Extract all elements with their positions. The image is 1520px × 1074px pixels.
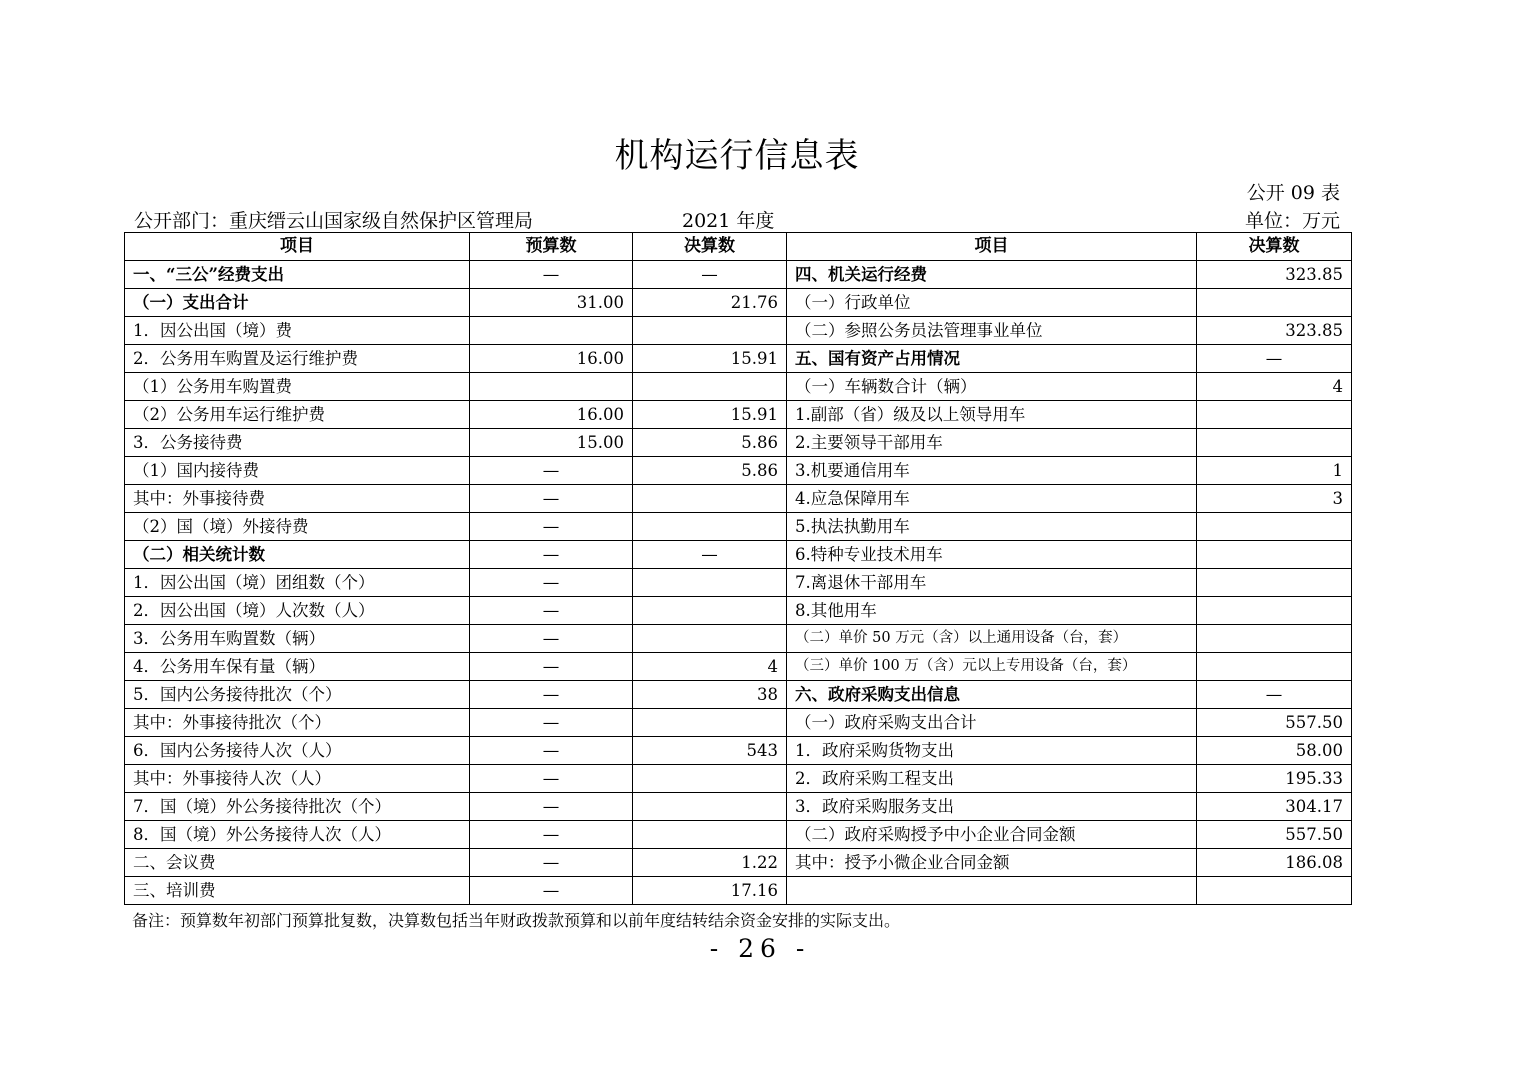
header-final-left: 决算数 — [633, 233, 787, 261]
row-final-left — [633, 513, 787, 541]
row-final-right: 58.00 — [1197, 737, 1352, 765]
row-item-right: （二）单价 50 万元（含）以上通用设备（台，套） — [787, 625, 1197, 653]
row-budget: — — [470, 625, 633, 653]
table-header-row — [125, 233, 1352, 261]
row-final-left: 17.16 — [633, 877, 787, 905]
row-final-left: 15.91 — [633, 345, 787, 373]
row-final-right: 1 — [1197, 457, 1352, 485]
row-item-right: （二）参照公务员法管理事业单位 — [787, 317, 1197, 345]
row-item-left: 3．公务用车购置数（辆） — [125, 625, 470, 653]
row-item-left: （1）公务用车购置费 — [125, 373, 470, 401]
row-final-right — [1197, 597, 1352, 625]
row-final-right: 186.08 — [1197, 849, 1352, 877]
row-budget — [470, 373, 633, 401]
table-row — [125, 849, 1352, 877]
table-row — [125, 597, 1352, 625]
row-final-left — [633, 625, 787, 653]
row-item-left: 一、“三公”经费支出 — [125, 261, 470, 289]
row-final-left: 21.76 — [633, 289, 787, 317]
row-item-right: 3．政府采购服务支出 — [787, 793, 1197, 821]
row-item-left: （一）支出合计 — [125, 289, 470, 317]
footnote: 备注：预算数年初部门预算批复数，决算数包括当年财政拨款预算和以前年度结转结余资金安排的实际支出。 — [132, 911, 901, 930]
department-label: 公开部门：重庆缙云山国家级自然保护区管理局 — [134, 210, 534, 232]
row-budget: — — [470, 653, 633, 681]
row-item-left: （2）国（境）外接待费 — [125, 513, 470, 541]
table-row — [125, 345, 1352, 373]
row-item-right: （三）单价 100 万（含）元以上专用设备（台，套） — [787, 653, 1197, 681]
row-final-right: 323.85 — [1197, 261, 1352, 289]
row-item-left: 2．因公出国（境）人次数（人） — [125, 597, 470, 625]
row-final-right — [1197, 429, 1352, 457]
row-item-right: 7.离退休干部用车 — [787, 569, 1197, 597]
row-final-right: 4 — [1197, 373, 1352, 401]
row-budget: — — [470, 849, 633, 877]
row-final-right: 557.50 — [1197, 709, 1352, 737]
row-item-left: 3．公务接待费 — [125, 429, 470, 457]
row-final-right — [1197, 541, 1352, 569]
row-item-right: 3.机要通信用车 — [787, 457, 1197, 485]
row-budget: — — [470, 821, 633, 849]
row-final-left: 4 — [633, 653, 787, 681]
table-row — [125, 625, 1352, 653]
row-item-left: （二）相关统计数 — [125, 541, 470, 569]
row-final-left: — — [633, 261, 787, 289]
row-item-left: 其中：外事接待人次（人） — [125, 765, 470, 793]
row-item-left: 二、会议费 — [125, 849, 470, 877]
info-table — [124, 232, 1352, 905]
table-row — [125, 709, 1352, 737]
row-budget: — — [470, 793, 633, 821]
table-row — [125, 513, 1352, 541]
row-final-left — [633, 821, 787, 849]
row-final-right — [1197, 625, 1352, 653]
row-item-left: 2．公务用车购置及运行维护费 — [125, 345, 470, 373]
row-budget: — — [470, 765, 633, 793]
row-final-right — [1197, 569, 1352, 597]
table-row — [125, 569, 1352, 597]
table-row — [125, 317, 1352, 345]
row-item-right: 8.其他用车 — [787, 597, 1197, 625]
row-final-right — [1197, 513, 1352, 541]
row-item-right: （一）行政单位 — [787, 289, 1197, 317]
row-item-left: （2）公务用车运行维护费 — [125, 401, 470, 429]
row-final-left — [633, 373, 787, 401]
row-item-left: 1．因公出国（境）费 — [125, 317, 470, 345]
row-item-right: 4.应急保障用车 — [787, 485, 1197, 513]
row-final-left — [633, 709, 787, 737]
row-budget: — — [470, 513, 633, 541]
row-final-left — [633, 793, 787, 821]
row-item-right: 其中：授予小微企业合同金额 — [787, 849, 1197, 877]
row-final-right: 557.50 — [1197, 821, 1352, 849]
row-final-left — [633, 597, 787, 625]
row-final-left: 15.91 — [633, 401, 787, 429]
row-item-right: 1.副部（省）级及以上领导用车 — [787, 401, 1197, 429]
row-final-left: 38 — [633, 681, 787, 709]
table-row — [125, 737, 1352, 765]
table-row — [125, 681, 1352, 709]
row-budget: — — [470, 737, 633, 765]
row-final-right: 323.85 — [1197, 317, 1352, 345]
row-item-right: 1．政府采购货物支出 — [787, 737, 1197, 765]
row-item-left: 三、培训费 — [125, 877, 470, 905]
page-number: - 26 - — [709, 934, 811, 963]
row-budget: — — [470, 457, 633, 485]
page-title: 机构运行信息表 — [614, 136, 860, 176]
row-item-right — [787, 877, 1197, 905]
header-final-right: 决算数 — [1197, 233, 1352, 261]
row-final-left — [633, 569, 787, 597]
row-item-left: 4．公务用车保有量（辆） — [125, 653, 470, 681]
table-row — [125, 793, 1352, 821]
header-item-right: 项目 — [787, 233, 1197, 261]
row-item-left: （1）国内接待费 — [125, 457, 470, 485]
row-budget: — — [470, 485, 633, 513]
table-row — [125, 765, 1352, 793]
row-budget: 31.00 — [470, 289, 633, 317]
row-budget: 16.00 — [470, 345, 633, 373]
table-row — [125, 457, 1352, 485]
row-final-right: — — [1197, 345, 1352, 373]
header-item-left: 项目 — [125, 233, 470, 261]
row-item-left: 其中：外事接待批次（个） — [125, 709, 470, 737]
table-row — [125, 485, 1352, 513]
unit-label: 单位：万元 — [1244, 210, 1340, 232]
row-item-left: 1．因公出国（境）团组数（个） — [125, 569, 470, 597]
row-item-right: 四、机关运行经费 — [787, 261, 1197, 289]
row-item-right: 2.主要领导干部用车 — [787, 429, 1197, 457]
row-item-right: （一）政府采购支出合计 — [787, 709, 1197, 737]
row-budget: — — [470, 569, 633, 597]
row-final-left — [633, 765, 787, 793]
row-item-right: 2．政府采购工程支出 — [787, 765, 1197, 793]
row-final-right — [1197, 877, 1352, 905]
table-row — [125, 541, 1352, 569]
row-item-left: 5．国内公务接待批次（个） — [125, 681, 470, 709]
row-item-left: 6．国内公务接待人次（人） — [125, 737, 470, 765]
row-budget: 15.00 — [470, 429, 633, 457]
row-item-right: 六、政府采购支出信息 — [787, 681, 1197, 709]
row-budget — [470, 317, 633, 345]
row-budget: 16.00 — [470, 401, 633, 429]
row-final-right: 304.17 — [1197, 793, 1352, 821]
form-number: 公开 09 表 — [1246, 182, 1340, 204]
row-final-left: 543 — [633, 737, 787, 765]
row-final-left — [633, 317, 787, 345]
row-budget: — — [470, 597, 633, 625]
table-row — [125, 877, 1352, 905]
row-item-right: 5.执法执勤用车 — [787, 513, 1197, 541]
row-final-left: 5.86 — [633, 457, 787, 485]
table-row — [125, 401, 1352, 429]
fiscal-year: 2021 年度 — [682, 210, 775, 232]
row-budget: — — [470, 877, 633, 905]
row-budget: — — [470, 681, 633, 709]
row-final-right: — — [1197, 681, 1352, 709]
table-row — [125, 653, 1352, 681]
row-item-right: （二）政府采购授予中小企业合同金额 — [787, 821, 1197, 849]
row-item-left: 其中：外事接待费 — [125, 485, 470, 513]
row-item-left: 8．国（境）外公务接待人次（人） — [125, 821, 470, 849]
row-final-right — [1197, 401, 1352, 429]
row-final-right: 195.33 — [1197, 765, 1352, 793]
row-final-left: 5.86 — [633, 429, 787, 457]
table-row — [125, 289, 1352, 317]
row-final-left — [633, 485, 787, 513]
table-row — [125, 821, 1352, 849]
table-row — [125, 261, 1352, 289]
row-final-left: 1.22 — [633, 849, 787, 877]
row-budget: — — [470, 261, 633, 289]
row-item-right: 五、国有资产占用情况 — [787, 345, 1197, 373]
header-budget: 预算数 — [470, 233, 633, 261]
row-final-right — [1197, 289, 1352, 317]
row-item-right: 6.特种专业技术用车 — [787, 541, 1197, 569]
table-row — [125, 429, 1352, 457]
row-item-left: 7．国（境）外公务接待批次（个） — [125, 793, 470, 821]
row-budget: — — [470, 709, 633, 737]
row-final-right: 3 — [1197, 485, 1352, 513]
table-row — [125, 373, 1352, 401]
row-final-right — [1197, 653, 1352, 681]
row-budget: — — [470, 541, 633, 569]
row-final-left: — — [633, 541, 787, 569]
row-item-right: （一）车辆数合计（辆） — [787, 373, 1197, 401]
